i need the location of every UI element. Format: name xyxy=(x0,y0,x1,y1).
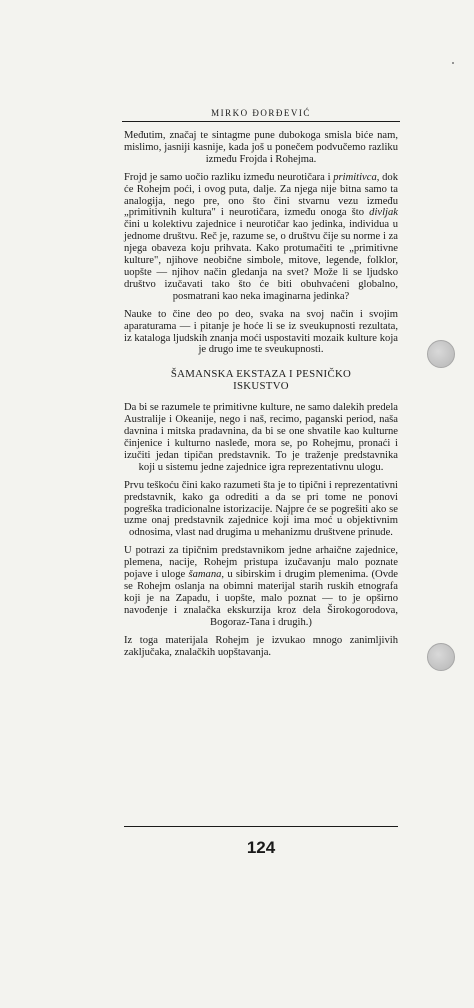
section-title-line2: ISKUSTVO xyxy=(233,380,289,393)
page-number: 124 xyxy=(246,838,276,857)
paragraph-7: Iz toga materijala Rohejm je izvukao mnogo zanimljivih zaključaka, znalačkih uopštavanja. xyxy=(124,634,398,658)
paper-speck xyxy=(452,62,454,64)
running-head: MIRKO ĐORĐEVIĆ xyxy=(211,108,311,118)
binder-hole xyxy=(427,643,455,671)
paragraph-5: Prvu teškoću čini kako razumeti šta je to tipični i reprezentativni predstavnik, kako ga odrediti a da se pri tome ne ponovi pogreška tradicionalne istorizacije. Najpre će se pogrešiti ako se uzme onaj predstavnik zajednice koji ima moć u objektivnim odnosima, vlast nad drugima u mehanizmu društvene prinude. xyxy=(124,479,398,539)
paragraph-3: Nauke to čine deo po deo, svaka na svoj način i svojim aparaturama — i pitanje je hoće li se iz sveukupnosti rezultata, iz kataloga ljudskih znanja moći uspostaviti mozaik kulture koja je drugo ime te sveukupnosti. xyxy=(124,308,398,356)
paragraph-1: Međutim, značaj te sintagme pune dubokoga smisla biće nam, mislimo, jasniji kasnije, kada još u ponečem podvučemo razliku između Frojda i Rohejma. xyxy=(124,130,398,165)
paragraph-4: Da bi se razumele te primitivne kulture, ne samo dalekih predela Australije i Okeanije, nego i naš, recimo, paganski period, naša davnina i mitska pradavnina, da bi se one shvatile kao kulturne činjenice i kulturno nasleđe, mora se, po Rohejmu, pronaći i izučiti jedan tipičan predstavnik. To je traženje predstavnika koji u sistemu jedne zajednice igra reprezentativnu ulogu. xyxy=(124,402,398,473)
footer-rule xyxy=(124,826,398,827)
header-rule xyxy=(122,121,400,122)
paragraph-2: Frojd je samo uočio razliku između neurotičara i primitivca, dok će Rohejm poći, i ovog puta, dalje. Za njega nije bitna samo ta analogija, nego pre, ono što čini stvarnu vezu između „primitivnih kultura" i neurotičara, između onoga što divljak čini u kolektivu zajednice i neurotičar kao jedinka, individua u jednome društvu. Reč je, razume se, o društvu čije su norme i za njega obaveza koju prihvata. Kako protumačiti te „primitivne kulture", njihove neobične simbole, mitove, legende, folklor, uopšte — njihov način gledanja na svet? Može li se ljudsko društvo izučavati tako što će biti obuhvaćeni globalno, posmatrani kao neka imaginarna jedinka? xyxy=(124,171,398,302)
section-title-line1: ŠAMANSKA EKSTAZA I PESNIČKO xyxy=(170,368,352,381)
body-text xyxy=(124,130,398,664)
section-title xyxy=(124,368,398,392)
paragraph-6: U potrazi za tipičnim predstavnikom jedne arhaične zajednice, plemena, nacije, Rohejm pristupa izučavanju malo poznate pojave i uloge šamana, u sibirskim i drugim plemenima. (Ovde se Rohejm oslanja na obimni materijal starih ruskih etnografa koji je na Zapadu, i uopšte, malo poznat — to je opširno navođenje i znalačka ekskurzija kroz dela Širokogorodova, Bogoraz-Tana i drugih.) xyxy=(124,545,398,628)
binder-hole xyxy=(427,340,455,368)
